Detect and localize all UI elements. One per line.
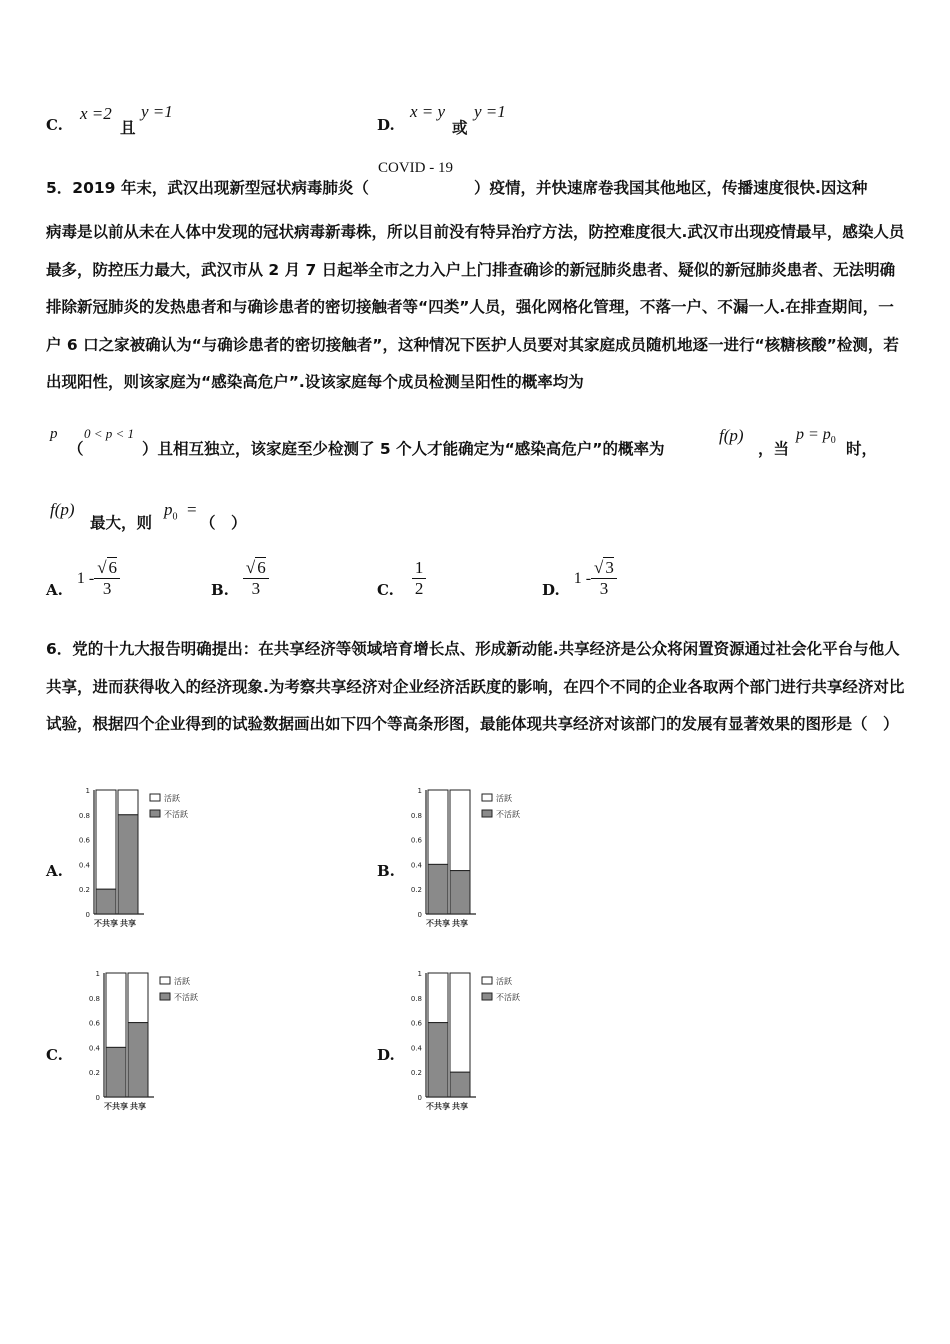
q5-p-text1: ）且相互独立，该家庭至少检测了 5 个人才能确定为“感染高危户”的概率为 (142, 440, 665, 458)
y-tick-label: 0.8 (88, 994, 100, 1003)
bar-segment-inactive (96, 889, 116, 914)
y-tick-label: 0 (95, 1094, 100, 1102)
q5-covid: COVID - 19 (378, 160, 453, 176)
q5-max-fp: f(p) (50, 500, 75, 519)
bar-segment-inactive (450, 871, 470, 914)
bar-segment-inactive (118, 815, 138, 914)
y-tick-label: 0.2 (410, 886, 422, 895)
y-tick-label: 0.2 (410, 1069, 422, 1078)
q5-p-eq: $p = p_0$ (796, 426, 836, 447)
y-tick-label: 0.8 (410, 994, 422, 1003)
legend-label-active: 活跃 (164, 794, 180, 803)
bar-segment-active (96, 790, 116, 889)
bar-segment-inactive (428, 1023, 448, 1097)
legend-label-inactive: 不活跃 (496, 993, 520, 1002)
q5-option-b-frac: $\frac{√ 6}{3}$ (243, 558, 269, 599)
q6-option-c-label[interactable]: C. (46, 1046, 63, 1064)
y-tick-label: 0.6 (410, 1019, 422, 1028)
q5-p-text3: 时， (846, 440, 878, 458)
q5-option-a-prefix: 1 - (76, 569, 95, 587)
chart-option-d[interactable] (406, 965, 536, 1117)
legend-swatch-active (482, 977, 492, 984)
q5-line1-a: 5．2019 年末，武汉出现新型冠状病毒肺炎（ (46, 179, 369, 197)
legend-swatch-inactive (150, 810, 160, 817)
q5-option-a-label: A. (46, 580, 63, 599)
y-tick-label: 0.4 (88, 1044, 100, 1053)
q5-max-paren: （ ） (200, 514, 247, 532)
q5-max-p0: $p_0$ (164, 500, 178, 523)
y-tick-label: 0 (85, 911, 90, 919)
q6-option-d-label[interactable]: D. (377, 1046, 395, 1064)
legend-label-inactive: 不活跃 (174, 993, 198, 1002)
y-tick-label: 1 (417, 970, 422, 978)
bar-segment-active (118, 790, 138, 815)
x-tick-label: 不共享 (94, 919, 118, 928)
q6-paragraph: 6．党的十九大报告明确提出：在共享经济等领域培育增长点、形成新动能.共享经济是公众将闲置资源通过社会化平台与他人共享，进而获得收入的经济现象.为考察共享经济对企业经济活跃度的影响，在四个不同的企业各取两个部门进行共享经济对比试验，根据四个企业得到的试验数据画出如下四个等高条形图，最能体现共享经济对该部门的发展有显著效果的图形是（ ） (46, 640, 905, 733)
q4-option-d-label: D. (377, 116, 395, 134)
q5-option-c-frac: $\frac{1}{2}$ (412, 558, 427, 599)
bar-segment-active (450, 973, 470, 1072)
bar-segment-active (106, 973, 126, 1047)
bar-segment-inactive (428, 864, 448, 914)
bar-segment-inactive (128, 1023, 148, 1097)
y-tick-label: 0.2 (88, 1069, 100, 1078)
q5-option-c-label: C. (377, 580, 394, 599)
chart-option-a[interactable] (74, 782, 204, 934)
legend-swatch-active (150, 794, 160, 801)
q5-option-d-prefix: 1 - (573, 569, 592, 587)
y-tick-label: 0.2 (78, 886, 90, 895)
legend-label-active: 活跃 (496, 794, 512, 803)
y-tick-label: 0.4 (410, 861, 422, 870)
y-tick-label: 0.6 (88, 1019, 100, 1028)
legend-swatch-inactive (482, 993, 492, 1000)
q5-p-text2: ，当 (758, 440, 790, 458)
legend-swatch-active (482, 794, 492, 801)
q5-option-c[interactable] (377, 558, 426, 599)
chart-option-b[interactable] (406, 782, 536, 934)
legend-label-inactive: 不活跃 (164, 810, 188, 819)
q5-option-a[interactable] (46, 558, 120, 599)
q4-option-c-expr1: x =2 (80, 104, 112, 123)
bar-segment-active (428, 790, 448, 864)
q5-fp: f(p) (719, 426, 744, 445)
q5-option-b[interactable] (211, 558, 269, 599)
bar-segment-active (450, 790, 470, 871)
y-tick-label: 0.4 (78, 861, 90, 870)
q5-max-text: 最大，则 (90, 514, 153, 532)
legend-label-active: 活跃 (496, 977, 512, 986)
legend-label-inactive: 不活跃 (496, 810, 520, 819)
q5-option-a-frac: $\frac{√ 6}{3}$ (94, 558, 120, 599)
q5-p-var: p (50, 426, 58, 442)
x-tick-label: 共享 (452, 1102, 468, 1111)
x-tick-label: 共享 (452, 919, 468, 928)
y-tick-label: 0.6 (78, 836, 90, 845)
q4-option-d-conj: 或 (452, 119, 468, 137)
legend-swatch-inactive (160, 993, 170, 1000)
q5-p-range: 0 < p < 1 (84, 426, 135, 441)
legend-label-active: 活跃 (174, 977, 190, 986)
x-tick-label: 共享 (130, 1102, 146, 1111)
y-tick-label: 0.8 (410, 811, 422, 820)
x-tick-label: 不共享 (426, 919, 450, 928)
y-tick-label: 0.8 (78, 811, 90, 820)
q5-paragraph: 病毒是以前从未在人体中发现的冠状病毒新毒株，所以目前没有特异治疗方法，防控难度很大.武汉市出现疫情最早，感染人员最多，防控压力最大，武汉市从 2 月 7 日起举全市之力入户上门排查确诊的新冠肺炎患者、疑似的新冠肺炎患者、无法明确排除新冠肺炎的发热患者和与确诊患者的密切接触者等“四类”人员，强化网格化管理，不落一户、不漏一人.在排查期间，一户 6 口之家被确认为“与确诊患者的密切接触者”，这种情况下医护人员要对其家庭成员随机地逐一进行“核糖核酸”检测，若出现阳性，则该家庭为“感染高危户”.设该家庭每个成员检测呈阳性的概率均为 (46, 223, 905, 391)
legend-swatch-inactive (482, 810, 492, 817)
q5-option-b-label: B. (211, 580, 229, 599)
y-tick-label: 0.6 (410, 836, 422, 845)
q4-option-d-expr2: y =1 (474, 102, 506, 121)
bar-segment-inactive (450, 1072, 470, 1097)
y-tick-label: 0 (417, 911, 422, 919)
q6-option-b-label[interactable]: B. (377, 862, 395, 880)
y-tick-label: 0.4 (410, 1044, 422, 1053)
q5-option-d[interactable] (542, 558, 617, 599)
x-tick-label: 不共享 (104, 1102, 128, 1111)
bar-segment-active (428, 973, 448, 1023)
x-tick-label: 共享 (120, 919, 136, 928)
q4-option-c-expr2: y =1 (141, 102, 173, 121)
x-tick-label: 不共享 (426, 1102, 450, 1111)
y-tick-label: 1 (85, 787, 90, 795)
q6-option-a-label[interactable]: A. (46, 862, 63, 880)
bar-segment-active (128, 973, 148, 1023)
q4-option-c-label: C. (46, 116, 63, 134)
q5-option-d-frac: $\frac{√ 3}{3}$ (591, 558, 617, 599)
q5-max-eq: = (187, 500, 197, 519)
legend-swatch-active (160, 977, 170, 984)
q5-line1-b: ）疫情，并快速席卷我国其他地区，传播速度很快.因这种 (474, 179, 868, 197)
chart-option-c[interactable] (84, 965, 214, 1117)
y-tick-label: 0 (417, 1094, 422, 1102)
y-tick-label: 1 (95, 970, 100, 978)
q5-option-d-label: D. (542, 580, 560, 599)
q4-option-c-conj: 且 (120, 119, 136, 137)
q4-option-d-expr1: x = y (410, 102, 446, 121)
q5-p-open: （ (68, 440, 84, 458)
bar-segment-inactive (106, 1047, 126, 1097)
y-tick-label: 1 (417, 787, 422, 795)
